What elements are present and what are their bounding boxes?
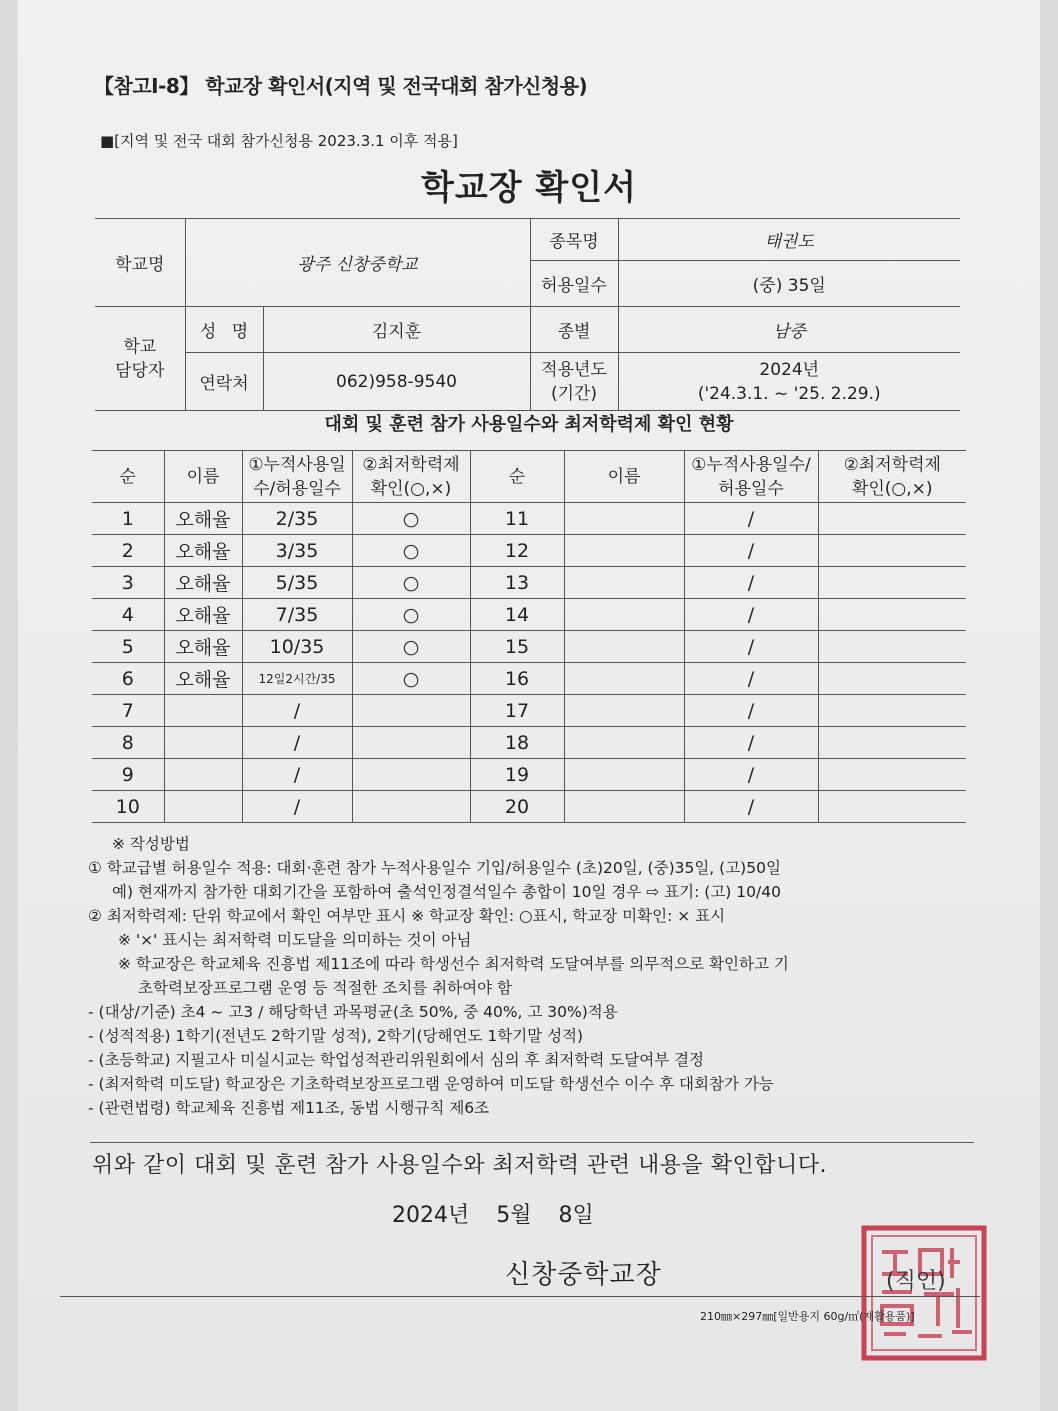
table-row [92, 759, 966, 791]
note-6: - (성적적용) 1학기(전년도 2학기말 성적), 2학기(당해연도 1학기말 성적) [88, 1027, 584, 1045]
principal-title: 신창중학교장 [505, 1260, 662, 1290]
allowed-days-label: 허용일수 [530, 261, 618, 307]
row-days: 10/35 [242, 631, 352, 663]
row-name: 오해율 [164, 631, 242, 663]
row-check-2 [818, 567, 966, 599]
allowed-days-value: (중) 35일 [618, 261, 960, 307]
row-name-2 [564, 695, 684, 727]
note-4: ※ 학교장은 학교체육 진흥법 제11조에 따라 학생선수 최저학력 도달여부를 의무적으로 확인하고 기 [118, 955, 789, 973]
manager-label: 학교 담당자 [95, 307, 185, 411]
row-days-2: / [684, 663, 818, 695]
row-no-2: 18 [470, 727, 564, 759]
row-check: ○ [352, 503, 470, 535]
note-4-cont: 초학력보장프로그램 운영 등 적절한 조치를 취하여야 함 [138, 979, 512, 997]
row-days: / [242, 759, 352, 791]
row-no: 7 [92, 695, 164, 727]
sport-value: 태권도 [618, 219, 960, 261]
header-academic: ②최저학력제 확인(○,×) [352, 451, 470, 503]
note-1-example: 예) 현재까지 참가한 대회기간을 포함하여 출석인정결석일수 총합이 10일 경우 ⇨ 표기: (고) 10/40 [112, 883, 781, 901]
row-no: 5 [92, 631, 164, 663]
row-name [164, 791, 242, 823]
row-name: 오해율 [164, 567, 242, 599]
row-no-2: 12 [470, 535, 564, 567]
row-no: 3 [92, 567, 164, 599]
row-check-2 [818, 503, 966, 535]
row-no-2: 15 [470, 631, 564, 663]
row-no-2: 14 [470, 599, 564, 631]
table-row [92, 695, 966, 727]
apply-year-label: 적용년도 (기간) [530, 353, 618, 411]
row-check-2 [818, 663, 966, 695]
row-days: 3/35 [242, 535, 352, 567]
reference-title: 【참고Ⅰ-8】 학교장 확인서(지역 및 전국대회 참가신청용) [94, 74, 588, 98]
row-check [352, 791, 470, 823]
row-days-2: / [684, 503, 818, 535]
row-days-2: / [684, 535, 818, 567]
row-check [352, 727, 470, 759]
row-no-2: 20 [470, 791, 564, 823]
table-row [92, 663, 966, 695]
name-label: 성 명 [185, 307, 263, 353]
row-no: 10 [92, 791, 164, 823]
status-table [92, 450, 966, 823]
row-check: ○ [352, 567, 470, 599]
row-check: ○ [352, 663, 470, 695]
row-days-2: / [684, 599, 818, 631]
row-days-2: / [684, 567, 818, 599]
row-days-2: / [684, 791, 818, 823]
sport-label: 종목명 [530, 219, 618, 261]
row-days: / [242, 695, 352, 727]
row-no-2: 13 [470, 567, 564, 599]
contact-label: 연락처 [185, 353, 263, 411]
division-value: 남중 [618, 307, 960, 353]
row-name-2 [564, 535, 684, 567]
name-value: 김지훈 [263, 307, 530, 353]
table-row [92, 791, 966, 823]
row-days-2: / [684, 727, 818, 759]
header-academic-2: ②최저학력제 확인(○,×) [818, 451, 966, 503]
row-days: 2/35 [242, 503, 352, 535]
header-no-2: 순 [470, 451, 564, 503]
info-table [95, 218, 960, 411]
note-7: - (초등학교) 지필고사 미실시교는 학업성적관리위원회에서 심의 후 최저학력 도달여부 결정 [88, 1051, 705, 1069]
row-name: 오해율 [164, 503, 242, 535]
row-check-2 [818, 727, 966, 759]
row-no: 1 [92, 503, 164, 535]
note-1: ① 학교급별 허용일수 적용: 대회·훈련 참가 누적사용일수 기입/허용일수 (초)20일, (중)35일, (고)50일 [88, 859, 781, 877]
row-days: / [242, 727, 352, 759]
document-title: 학교장 확인서 [421, 168, 637, 208]
row-name-2 [564, 663, 684, 695]
header-name: 이름 [164, 451, 242, 503]
row-check-2 [818, 791, 966, 823]
status-title: 대회 및 훈련 참가 사용일수와 최저학력제 확인 현황 [324, 414, 734, 435]
row-check: ○ [352, 535, 470, 567]
row-name-2 [564, 791, 684, 823]
row-check-2 [818, 599, 966, 631]
row-no: 6 [92, 663, 164, 695]
form-subtitle: ■[지역 및 전국 대회 참가신청용 2023.3.1 이후 적용] [100, 132, 458, 150]
header-name-2: 이름 [564, 451, 684, 503]
note-9: - (관련법령) 학교체육 진흥법 제11조, 동법 시행규칙 제6조 [88, 1099, 490, 1117]
row-name-2 [564, 503, 684, 535]
table-row [92, 727, 966, 759]
confirmation-statement: 위와 같이 대회 및 훈련 참가 사용일수와 최저학력 관련 내용을 확인합니다. [92, 1153, 827, 1178]
row-no-2: 11 [470, 503, 564, 535]
row-no: 9 [92, 759, 164, 791]
row-days-2: / [684, 759, 818, 791]
row-name: 오해율 [164, 535, 242, 567]
row-days: 5/35 [242, 567, 352, 599]
row-name [164, 727, 242, 759]
header-no: 순 [92, 451, 164, 503]
school-name-value: 광주 신창중학교 [185, 219, 530, 307]
row-check-2 [818, 759, 966, 791]
row-name: 오해율 [164, 599, 242, 631]
row-name-2 [564, 759, 684, 791]
instructions [88, 832, 978, 1120]
row-days: 12일2시간/35 [242, 663, 352, 695]
contact-value: 062)958-9540 [263, 353, 530, 411]
row-name-2 [564, 599, 684, 631]
row-no: 4 [92, 599, 164, 631]
header-days-2: ①누적사용일수/ 허용일수 [684, 451, 818, 503]
divider [90, 1142, 974, 1143]
notes-heading: ※ 작성방법 [112, 835, 190, 853]
row-name-2 [564, 727, 684, 759]
row-no: 8 [92, 727, 164, 759]
row-name: 오해율 [164, 663, 242, 695]
row-name-2 [564, 567, 684, 599]
note-5: - (대상/기준) 초4 ~ 고3 / 해당학년 과목평균(초 50%, 중 40%, 고 30%)적용 [88, 1003, 618, 1021]
row-check [352, 695, 470, 727]
row-name [164, 759, 242, 791]
row-check-2 [818, 631, 966, 663]
row-name [164, 695, 242, 727]
note-3: ※ '×' 표시는 최저학력 미도달을 의미하는 것이 아님 [118, 931, 472, 949]
school-name-label: 학교명 [95, 219, 185, 307]
row-days: / [242, 791, 352, 823]
row-no-2: 17 [470, 695, 564, 727]
issue-date: 2024년 5월 8일 [392, 1203, 594, 1228]
apply-year-value: 2024년 ('24.3.1. ~ '25. 2.29.) [618, 353, 960, 411]
row-check: ○ [352, 599, 470, 631]
row-check [352, 759, 470, 791]
row-no-2: 16 [470, 663, 564, 695]
row-no: 2 [92, 535, 164, 567]
bottom-divider [60, 1296, 980, 1297]
table-row [92, 503, 966, 535]
paper-spec: 210㎜×297㎜[일반용지 60g/㎡(재활용품)] [700, 1310, 915, 1323]
row-days: 7/35 [242, 599, 352, 631]
header-days: ①누적사용일 수/허용일수 [242, 451, 352, 503]
row-days-2: / [684, 695, 818, 727]
row-no-2: 19 [470, 759, 564, 791]
row-days-2: / [684, 631, 818, 663]
row-check-2 [818, 695, 966, 727]
seal-label: (직인) [886, 1269, 946, 1294]
table-row [92, 535, 966, 567]
table-row [92, 599, 966, 631]
note-8: - (최저학력 미도달) 학교장은 기초학력보장프로그램 운영하여 미도달 학생선수 이수 후 대회참가 가능 [88, 1075, 774, 1093]
row-check-2 [818, 535, 966, 567]
row-name-2 [564, 631, 684, 663]
table-row [92, 567, 966, 599]
row-check: ○ [352, 631, 470, 663]
note-2: ② 최저학력제: 단위 학교에서 확인 여부만 표시 ※ 학교장 확인: ○표시, 학교장 미확인: × 표시 [88, 907, 726, 925]
division-label: 종별 [530, 307, 618, 353]
table-row [92, 631, 966, 663]
